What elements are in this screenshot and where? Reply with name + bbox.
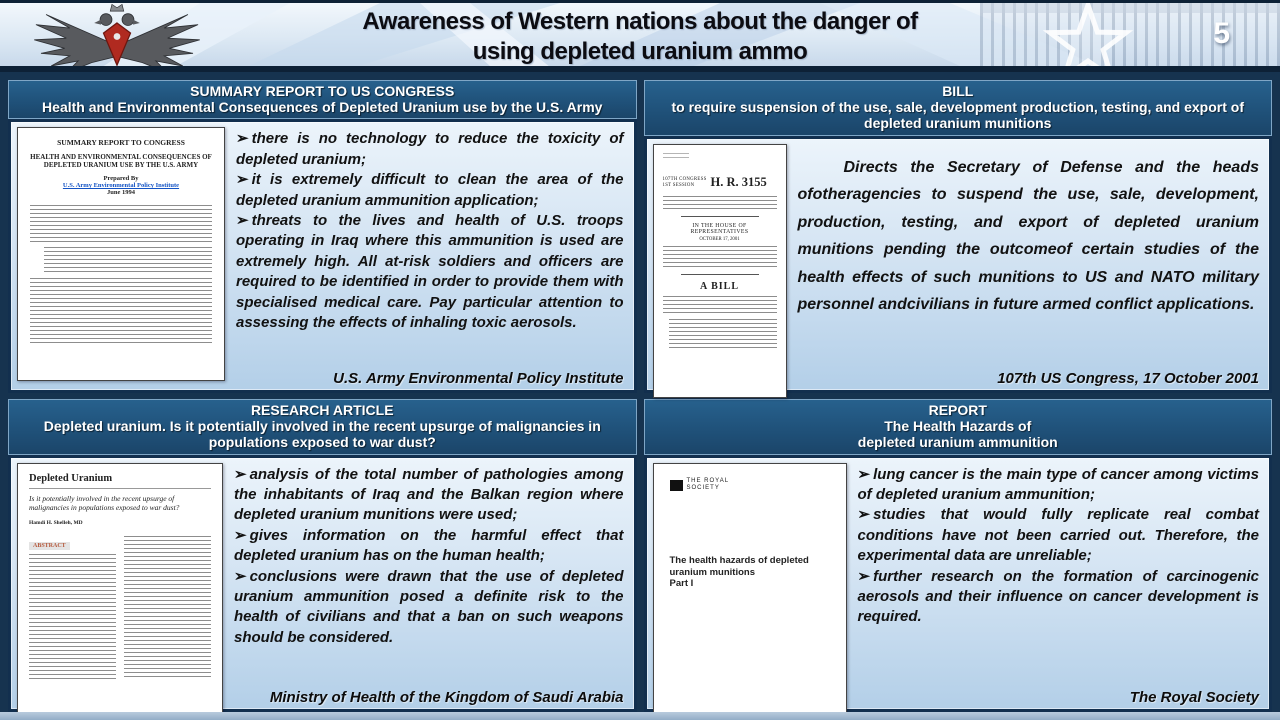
doc-number-row <box>663 175 777 190</box>
doc-org-link: U.S. Army Environmental Policy Institute <box>62 182 180 190</box>
doc-text-lines <box>44 247 212 273</box>
bullet-arrow-icon: ➢ <box>236 130 249 148</box>
panel-subtitle: Health and Environmental Consequences of Depleted Uranium use by the U.S. Army <box>42 99 603 116</box>
panel-summary-report <box>8 80 637 393</box>
bill-body <box>644 136 1273 393</box>
source-attribution: U.S. Army Environmental Policy Institute <box>333 370 624 387</box>
army-star-icon <box>1038 0 1138 72</box>
doc-abstract-column <box>29 534 116 682</box>
doc-divider <box>681 274 759 275</box>
slide-title-line1: Awareness of Western nations about the danger of <box>362 8 918 35</box>
bullet-arrow-icon: ➢ <box>234 465 247 483</box>
mod-eagle-emblem <box>22 1 212 72</box>
doc-text-lines <box>124 536 211 678</box>
doc-date: June 1994 <box>107 189 135 197</box>
bullet-item <box>858 465 1260 506</box>
bullet-arrow-icon: ➢ <box>234 567 247 585</box>
panel-research-article <box>8 399 637 712</box>
bullet-item <box>234 567 624 649</box>
doc-text-lines <box>663 246 777 268</box>
research-article-body <box>8 455 637 712</box>
bullet-text: studies that would fully replicate real combat conditions have not been carried out. Therefore, the experimental data are unreliable; <box>857 506 1259 565</box>
source-attribution: The Royal Society <box>1129 689 1259 706</box>
bullet-item <box>858 505 1260 566</box>
bullet-item <box>236 129 624 170</box>
doc-author: Hamdi H. Shelleh, MD <box>29 520 83 527</box>
bullet-arrow-icon: ➢ <box>236 212 249 230</box>
doc-bill-heading: A BILL <box>699 280 740 292</box>
summary-report-text <box>234 127 628 385</box>
doc-text-lines <box>669 319 777 349</box>
slide-title <box>240 7 1040 67</box>
doc-subtitle: Is it potentially involved in the recent upsurge of malignancies in populations exposed to war dust? <box>29 493 180 513</box>
royal-society-logo <box>670 478 830 493</box>
bullet-text: gives information on the harmful effect that depleted uranium has on the human health; <box>234 526 624 565</box>
slide-title-line2: using depleted uranium ammo <box>472 38 808 65</box>
report-body <box>644 455 1273 712</box>
doc-prepared-by: Prepared By <box>103 175 139 183</box>
bill-document-thumbnail <box>653 144 787 398</box>
source-attribution: Ministry of Health of the Kingdom of Saudi Arabia <box>269 689 624 706</box>
doc-text-lines <box>663 196 777 210</box>
doc-text-lines <box>30 205 212 243</box>
royal-society-logo-icon <box>670 480 683 491</box>
bullet-text: lung cancer is the main type of cancer among victims of depleted uranium ammunition; <box>857 465 1259 504</box>
doc-date: OCTOBER 17, 2001 <box>699 236 740 242</box>
bullet-text: conclusions were drawn that the use of depleted uranium ammunition posed a definite risk to the health of civilians and that a ban on such weapons should be considered. <box>234 567 624 646</box>
bullet-arrow-icon: ➢ <box>236 171 249 189</box>
panel-title: BILL <box>942 83 974 99</box>
bullet-item <box>234 526 624 567</box>
bullet-item <box>236 170 624 211</box>
doc-abstract-label: ABSTRACT <box>29 542 70 550</box>
panel-title: REPORT <box>928 402 987 418</box>
bullet-arrow-icon: ➢ <box>857 465 871 483</box>
royal-society-document-thumbnail <box>653 463 847 713</box>
page-number: 5 <box>1213 17 1230 50</box>
bullet-text: analysis of the total number of pathologies among the inhabitants of Iraq and the Balkan region where depleted uranium munitions were used; <box>234 465 624 524</box>
slide-footer-strip <box>0 712 1280 720</box>
panel-subtitle-line2: depleted uranium ammunition <box>857 434 1058 451</box>
panel-bill <box>644 80 1273 393</box>
doc-columns <box>29 534 211 682</box>
bill-paragraph: Directs the Secretary of Defense and the heads ofotheragencies to suspend the use, sale, development, production, testing, and export of depleted uranium munitions pending the outcomeof certain studies of the health effects of such munitions to US and NATO military personnel andcivilians in future armed conflict applications. <box>797 158 1259 314</box>
doc-subtitle: HEALTH AND ENVIRONMENTAL CONSEQUENCES OF DEPLETED URANIUM USE BY THE U.S. ARMY <box>30 153 212 170</box>
doc-congress-session <box>663 177 707 189</box>
source-attribution: 107th US Congress, 17 October 2001 <box>997 370 1259 387</box>
bullet-text: further research on the formation of carcinogenic aerosols and their influence on cancer development is required. <box>857 567 1259 626</box>
doc-seal-mark <box>663 153 689 161</box>
research-article-header <box>8 399 637 455</box>
doc-chamber: IN THE HOUSE OF REPRESENTATIVES <box>690 222 749 235</box>
doc-text-lines <box>663 296 777 314</box>
bullet-arrow-icon: ➢ <box>857 567 871 585</box>
summary-report-header <box>8 80 637 119</box>
doc-title-line2: uranium munitions <box>669 566 755 578</box>
bullet-text: there is no technology to reduce the toxicity of depleted uranium; <box>236 130 624 168</box>
panel-subtitle-line1: The Health Hazards of <box>884 418 1032 435</box>
bullet-item <box>858 567 1260 628</box>
doc-title: SUMMARY REPORT TO CONGRESS <box>57 138 185 148</box>
report-text <box>856 463 1264 704</box>
panel-subtitle: to require suspension of the use, sale, development production, testing, and export of depleted uranium munitions <box>671 99 1245 132</box>
panel-title: RESEARCH ARTICLE <box>250 402 394 418</box>
panel-grid <box>8 80 1272 712</box>
report-header <box>644 399 1273 455</box>
bill-text <box>796 144 1264 385</box>
doc-body-column <box>124 534 211 682</box>
research-article-text <box>232 463 628 704</box>
doc-divider <box>681 216 759 217</box>
doc-session: 1ST SESSION <box>662 183 695 189</box>
logo-text-line2: SOCIETY <box>686 485 720 492</box>
bullet-arrow-icon: ➢ <box>234 526 247 544</box>
doc-title <box>670 555 830 591</box>
summary-report-document-thumbnail <box>17 127 225 381</box>
royal-society-logo-text <box>687 478 730 493</box>
doc-title-line1: The health hazards of depleted <box>669 554 809 566</box>
panel-title: SUMMARY REPORT TO US CONGRESS <box>190 83 455 99</box>
doc-bill-number: H. R. 3155 <box>710 174 767 189</box>
bullet-text: threats to the lives and health of U.S. troops operating in Iraq where this ammunition is used are extremely high. All at-risk soldiers and officers are required to be identified in order to provide them with specialised medical care. Pay particular attention to assessing the effects of inhaling toxic aerosols. <box>236 212 624 331</box>
bullet-text: it is extremely difficult to clean the area of the depleted uranium ammunition application; <box>236 171 624 209</box>
slide-header <box>0 0 1280 72</box>
doc-divider <box>29 488 211 489</box>
doc-title: Depleted Uranium <box>29 472 113 484</box>
bullet-item <box>236 211 624 333</box>
summary-report-body <box>8 119 637 393</box>
panel-royal-society-report <box>644 399 1273 712</box>
doc-text-lines <box>30 278 212 344</box>
doc-part: Part I <box>669 578 694 590</box>
bill-header <box>644 80 1273 136</box>
panel-subtitle: Depleted uranium. Is it potentially involved in the recent upsurge of malignancies in populations exposed to war dust? <box>43 418 601 451</box>
doc-text-lines <box>29 554 116 682</box>
bullet-arrow-icon: ➢ <box>857 506 871 524</box>
research-article-document-thumbnail <box>17 463 223 715</box>
bullet-item <box>234 465 624 526</box>
doc-congress: 107TH CONGRESS <box>662 177 707 183</box>
logo-text-line1: THE ROYAL <box>686 477 730 484</box>
